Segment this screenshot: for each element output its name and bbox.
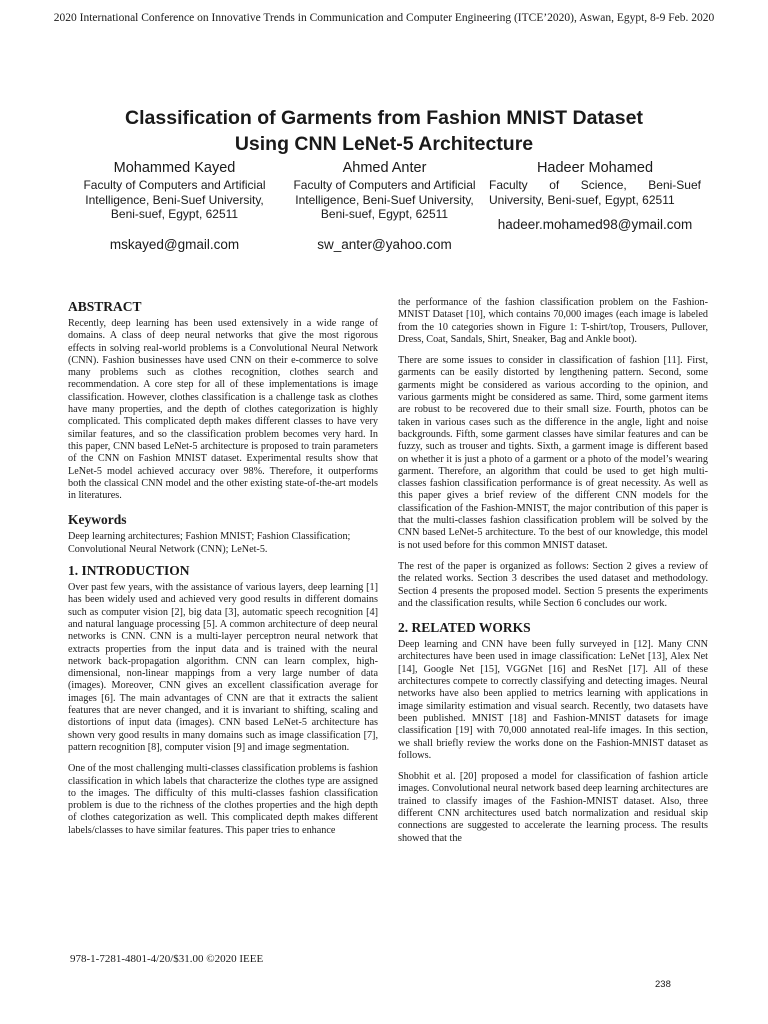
introduction-paragraph-2: One of the most challenging multi-classes classification problems is fashion classification in which labels that characterize the clothes type are assigned to the images. The difficulty of this multi-classes fashion classification problem is due to the richness of the clothes properties and the high depth of clothes categorization as well. This complicated depth makes different labels/classes to have similar features. This paper tries to enhance [68, 763, 378, 836]
introduction-paragraph-4: There are some issues to consider in classification of fashion [11]. First, garments can be easily distorted by lengthening pattern. Second, some garments might be considered as various according to the opinion, and various garments might be considered as same. Third, some garment items are robust to be recovered due to their small size. Fourth, photos can be taken in various cases such as the difference in the angle, light and noise backgrounds. Fifth, some garment classes have similar features and can be fuzzy, such as trouser and tights. Sixth, a garment image is different based on whether it is just a photo of a garment or a photo of the model’s wearing garment. Therefore, an algorithm that could be used to get high multi-classes fashion classification performance is of great necessity. As well as this paper gives a brief review of the different CNN models for the classification of the Fashion-MNIST, the major contribution of this paper is that the multi-classes fashion classification problem will be solved by the CNN based LeNet-5 architecture. To the best of our knowledge, this model is not used before for this common MNIST dataset. [398, 355, 708, 551]
author-affiliation: Faculty of Computers and Artificial Intelligence, Beni-Suef University, Beni-suef, Egypt, 62511 [293, 178, 476, 221]
author-affiliation: Faculty of Computers and Artificial Intelligence, Beni-Suef University, Beni-suef, Egypt, 62511 [83, 178, 266, 221]
author-affiliation: Faculty of Science, Beni-Suef University, Beni-suef, Egypt, 62511 [489, 178, 701, 207]
right-column [398, 297, 708, 854]
conference-header: 2020 International Conference on Innovative Trends in Communication and Computer Engineering (ITCE’2020), Aswan, Egypt, 8-9 Feb. 2020 [53, 12, 715, 24]
author-block-3 [489, 158, 701, 233]
related-works-heading: 2. RELATED WORKS [398, 620, 531, 636]
title-line-2: Using CNN LeNet-5 Architecture [234, 133, 534, 155]
keywords-heading: Keywords [68, 512, 127, 528]
copyright-footer: 978-1-7281-4801-4/20/$31.00 ©2020 IEEE [70, 953, 264, 965]
author-block-2 [282, 158, 487, 253]
author-email[interactable]: mskayed@gmail.com [109, 236, 240, 252]
paper-title [60, 105, 708, 157]
author-name: Mohammed Kayed [113, 160, 236, 176]
title-line-1: Classification of Garments from Fashion MNIST Dataset [125, 107, 643, 129]
author-block-1 [72, 158, 277, 253]
abstract-text: Recently, deep learning has been used extensively in a wide range of domains. A class of deep neural networks that give the most rigorous effects in solving real-world problems is a Convolutional Neural Network (CNN). Fashion businesses have used CNN on their e-commerce to solve many problems such as clothes recognition, clothes search and recommendation. A core step for all of these implementations is image classification. However, clothes classification is a challenge task as clothes have many properties, and the depth of clothes categorization is highly complicated. This complicated depth makes different classes to have very similar features, and so the classification problem becomes very hard. In this paper, CNN based LeNet-5 architecture is proposed to train parameters of the CNN on Fashion MNIST dataset. Experimental results show that LeNet-5 model achieved accuracy over 98%. Therefore, it outperforms both the classical CNN model and the other existing state-of-the-art models in literatures. [68, 318, 378, 502]
author-name: Hadeer Mohamed [536, 160, 654, 176]
related-works-paragraph-1: Deep learning and CNN have been fully surveyed in [12]. Many CNN architectures have been used in image classification: LeNet [13], Alex Net [14], Google Net [15], VGGNet [16] and ResNet [17]. All of these architectures compete to correctly classifying and detecting images. Neural networks have also been applied to metrics learning with applications in image similarity estimation and visual search. Recently, two datasets have been published. MNIST [18] and Fashion-MNIST datasets for image classification [19] with 70,000 annotated real-life images. In this section, we shall briefly review the works done on the Fashion-MNIST dataset as follows. [398, 639, 708, 761]
keywords-text: Deep learning architectures; Fashion MNIST; Fashion Classification; Convolutional Neural Network (CNN); LeNet-5. [68, 531, 351, 555]
left-column [68, 298, 378, 846]
author-name: Ahmed Anter [342, 160, 427, 176]
introduction-paragraph-5: The rest of the paper is organized as follows: Section 2 gives a review of the related works. Section 3 describes the used dataset and methodology. Section 4 presents the proposed model. Section 5 presents the experiments and the classification results, while Section 6 concludes our work. [398, 560, 708, 609]
introduction-paragraph-1: Over past few years, with the assistance of various layers, deep learning [1] has been widely used and achieved very good results in different domains such as computer vision [2], big data [3], automatic speech recognition [4] and natural language processing [5]. A common architecture of deep neural networks is CNN. CNN is a multi-layer perceptron neural network that extracts properties from the input data and is trained with the neural network back-propagation algorithm. CNN can learn complex, high-dimensional, non-linear mappings from a very large number of data (images). Moreover, CNN gives an excellent classification average for images [6]. The main advantages of CNN are that it extracts the salient features that are never changed, and it is invariant to shifting, scaling and distortions of input data (images). CNN based LeNet-5 architecture has shown very good results in many domains such as image classification [7], pattern recognition [8], computer vision [9] and image segmentation. [68, 582, 378, 753]
page-number: 238 [655, 979, 671, 990]
author-email[interactable]: sw_anter@yahoo.com [317, 236, 452, 252]
introduction-heading: 1. INTRODUCTION [68, 563, 190, 579]
abstract-heading: ABSTRACT [68, 299, 142, 314]
author-email[interactable]: hadeer.mohamed98@ymail.com [497, 217, 693, 232]
introduction-paragraph-3: the performance of the fashion classification problem on the Fashion-MNIST Dataset [10], which contains 70,000 images (each image is labeled from the 10 categories shown in Figure 1: T-shirt/top, Trousers, Pullover, Dress, Coat, Sandals, Shirt, Sneaker, Bag and Ankle boot). [398, 297, 708, 345]
related-works-paragraph-2: Shobhit et al. [20] proposed a model for classification of fashion article images. Convolutional neural network based deep learning architectures are trained to classify images of the Fashion-MNIST dataset. Also, three different CNN architectures used batch normalization and residual skip connections are suggested to accelerate the learning process. The results showed that the [398, 771, 708, 844]
